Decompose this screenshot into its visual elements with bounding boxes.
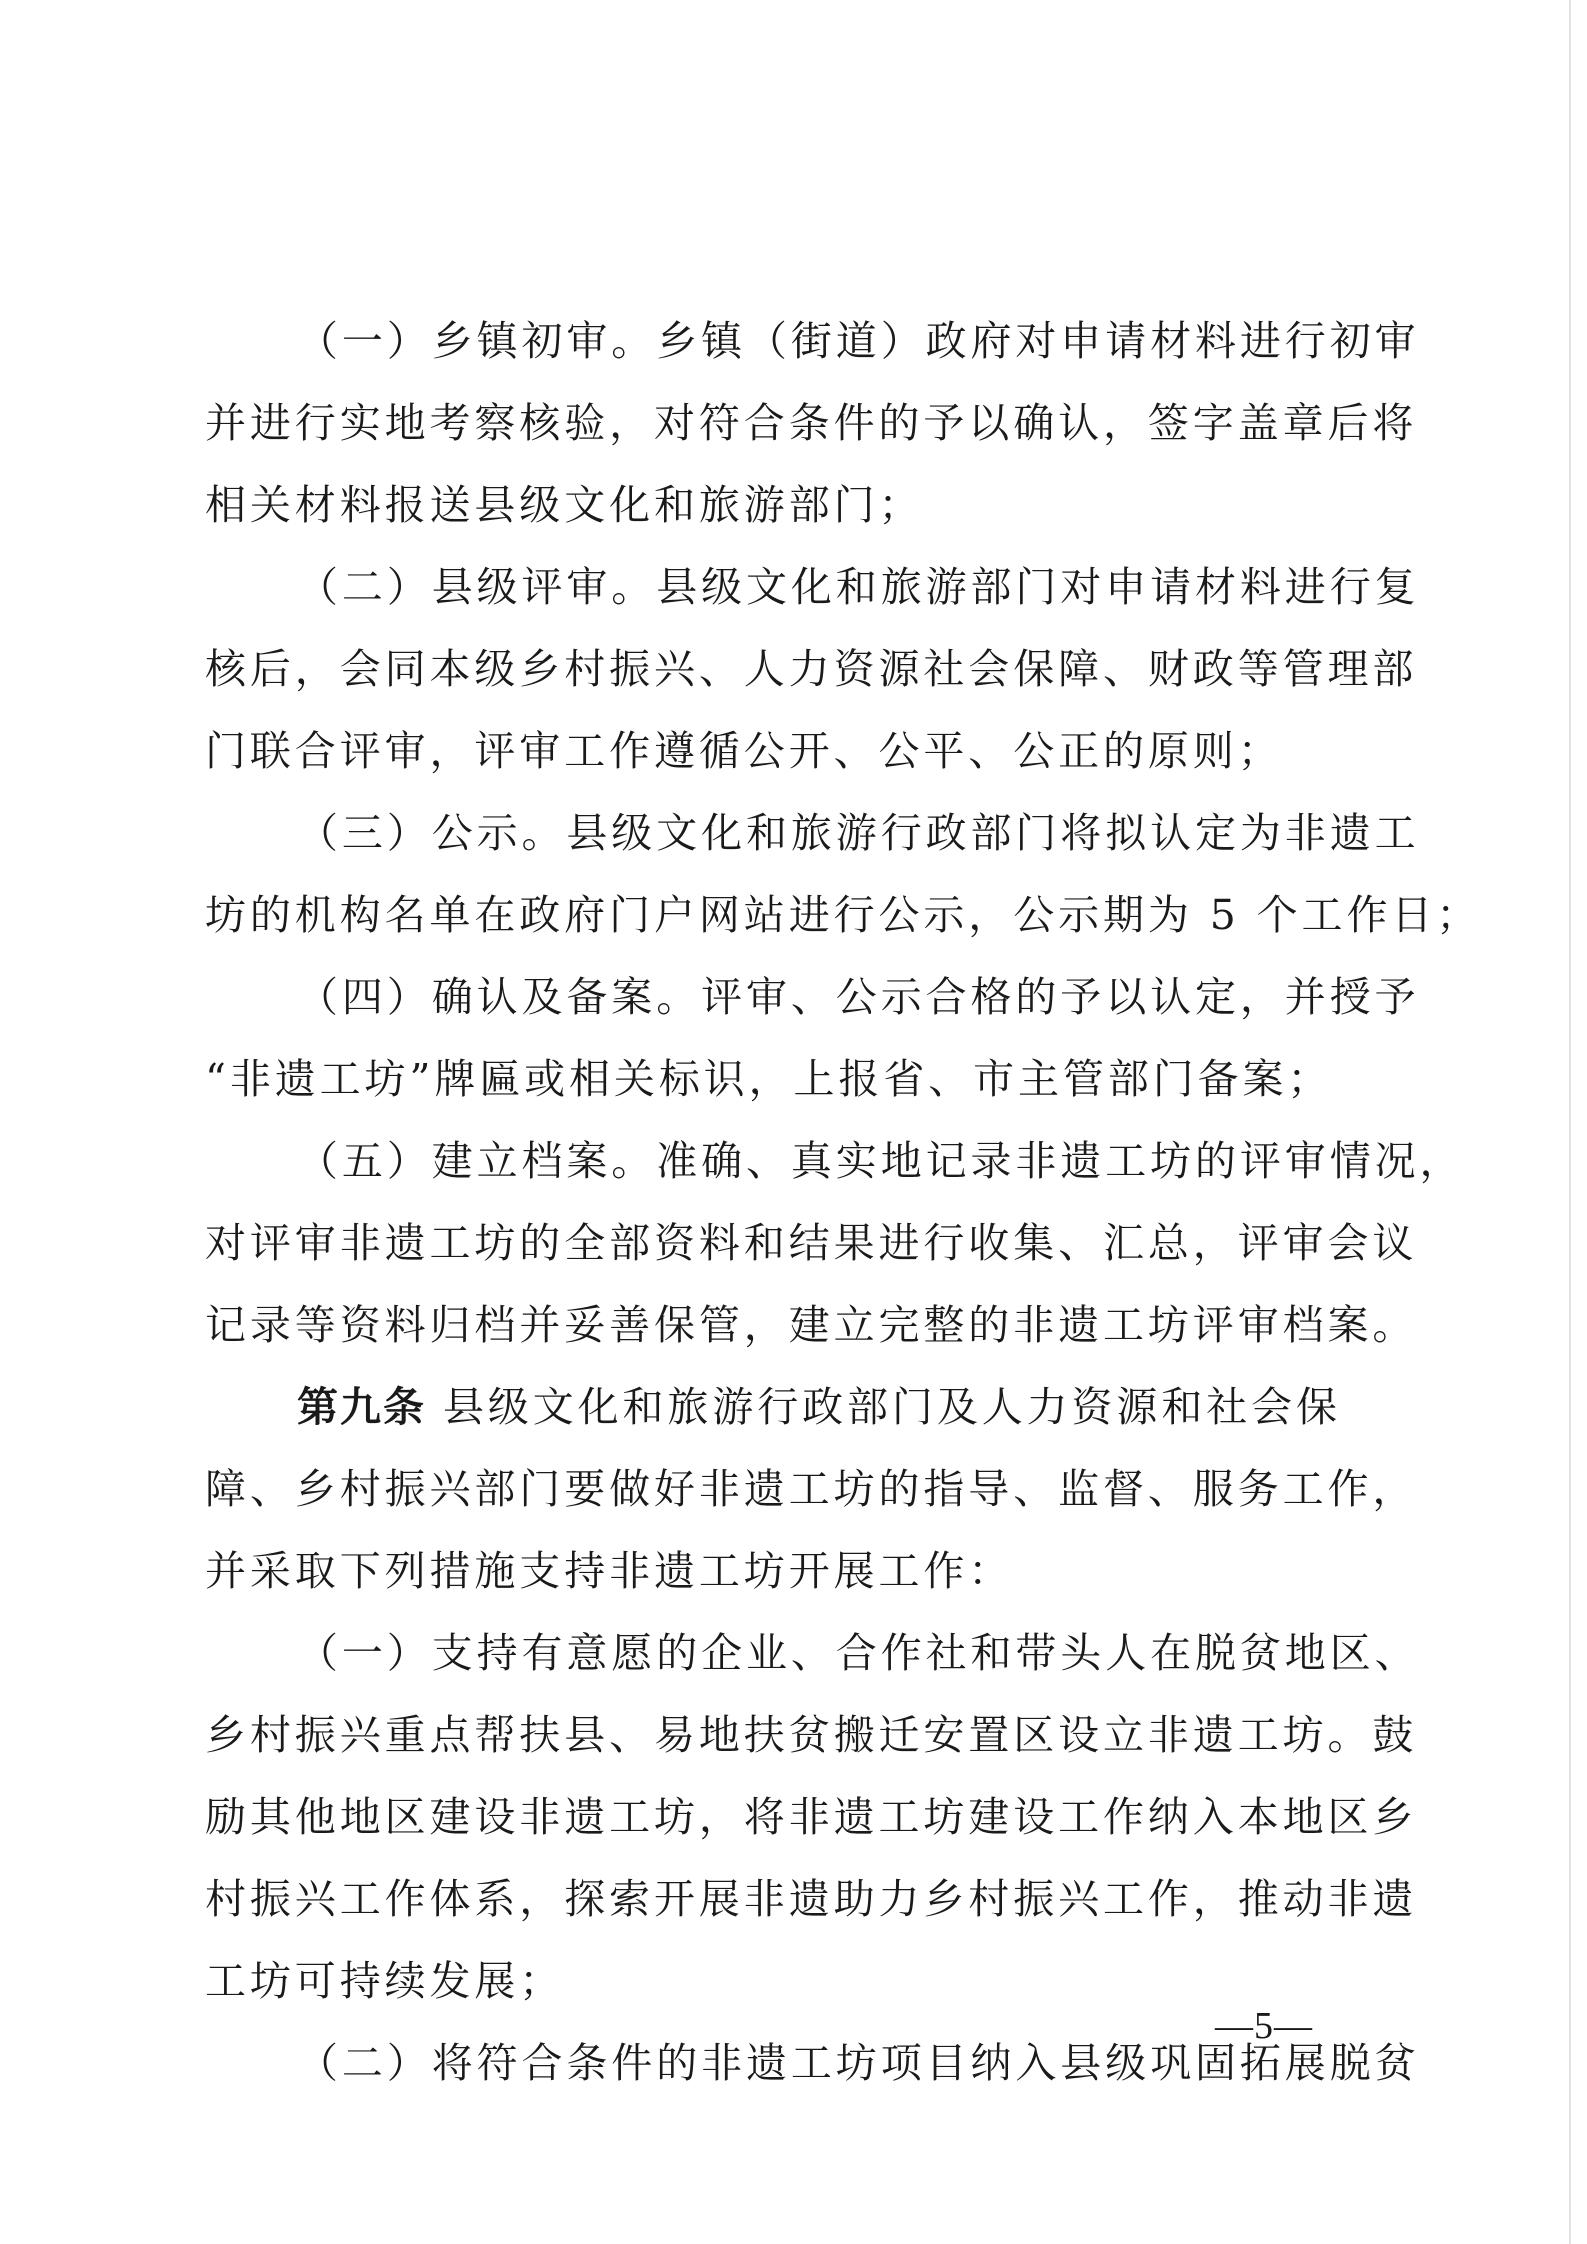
paragraph-archive bbox=[205, 1120, 1465, 1366]
text-line: 工坊可持续发展； bbox=[205, 1957, 565, 2005]
text-line: 相关材料报送县级文化和旅游部门； bbox=[205, 481, 924, 529]
text-line: 坊的机构名单在政府门户网站进行公示，公示期为 5 个工作日； bbox=[205, 891, 1482, 939]
text-line: “非遗工坊”牌匾或相关标识，上报省、市主管部门备案； bbox=[205, 1055, 1333, 1103]
text-line: 并进行实地考察核验，对符合条件的予以确认，签字盖章后将 bbox=[205, 399, 1418, 447]
document-body bbox=[205, 300, 1482, 2104]
paragraph-article-nine bbox=[205, 1366, 1418, 1612]
text-line bbox=[205, 1366, 1365, 1448]
text-line: （一）支持有意愿的企业、合作社和带头人在脱贫地区、 bbox=[297, 1629, 1420, 1677]
text-line: （一）乡镇初审。乡镇（街道）政府对申请材料进行初审 bbox=[297, 317, 1420, 365]
page-edge-line bbox=[1569, 0, 1571, 2244]
text-line: 门联合评审，评审工作遵循公开、公平、公正的原则； bbox=[205, 727, 1283, 775]
text-line-content: 县级文化和旅游行政部门及人力资源和社会保 bbox=[442, 1383, 1341, 1431]
text-line: 村振兴工作体系，探索开展非遗助力乡村振兴工作，推动非遗 bbox=[205, 1875, 1418, 1923]
paragraph-county-review bbox=[205, 546, 1420, 792]
paragraph-support-enterprises bbox=[205, 1612, 1420, 2022]
page-number: —5— bbox=[1215, 2005, 1313, 2047]
paragraph-confirmation-filing bbox=[205, 956, 1420, 1120]
text-line: （三）公示。县级文化和旅游行政部门将拟认定为非遗工 bbox=[297, 809, 1420, 857]
text-line: 励其他地区建设非遗工坊，将非遗工坊建设工作纳入本地区乡 bbox=[205, 1793, 1418, 1841]
text-line: 并采取下列措施支持非遗工坊开展工作： bbox=[205, 1547, 1014, 1595]
text-line: （五）建立档案。准确、真实地记录非遗工坊的评审情况， bbox=[297, 1137, 1465, 1185]
paragraph-county-projects bbox=[205, 2022, 1420, 2104]
text-line: 障、乡村振兴部门要做好非遗工坊的指导、监督、服务工作， bbox=[205, 1465, 1418, 1513]
text-line: 记录等资料归档并妥善保管，建立完整的非遗工坊评审档案。 bbox=[205, 1301, 1418, 1349]
text-line: 乡村振兴重点帮扶县、易地扶贫搬迁安置区设立非遗工坊。鼓 bbox=[205, 1711, 1418, 1759]
text-line: （四）确认及备案。评审、公示合格的予以认定，并授予 bbox=[297, 973, 1420, 1021]
text-line: 对评审非遗工坊的全部资料和结果进行收集、汇总，评审会议 bbox=[205, 1219, 1418, 1267]
paragraph-public-notice bbox=[205, 792, 1482, 956]
paragraph-township-review bbox=[205, 300, 1420, 546]
text-line: 核后，会同本级乡村振兴、人力资源社会保障、财政等管理部 bbox=[205, 645, 1418, 693]
text-line: （二）将符合条件的非遗工坊项目纳入县级巩固拓展脱贫 bbox=[297, 2039, 1420, 2087]
article-heading: 第九条 bbox=[297, 1383, 426, 1431]
text-line: （二）县级评审。县级文化和旅游部门对申请材料进行复 bbox=[297, 563, 1420, 611]
